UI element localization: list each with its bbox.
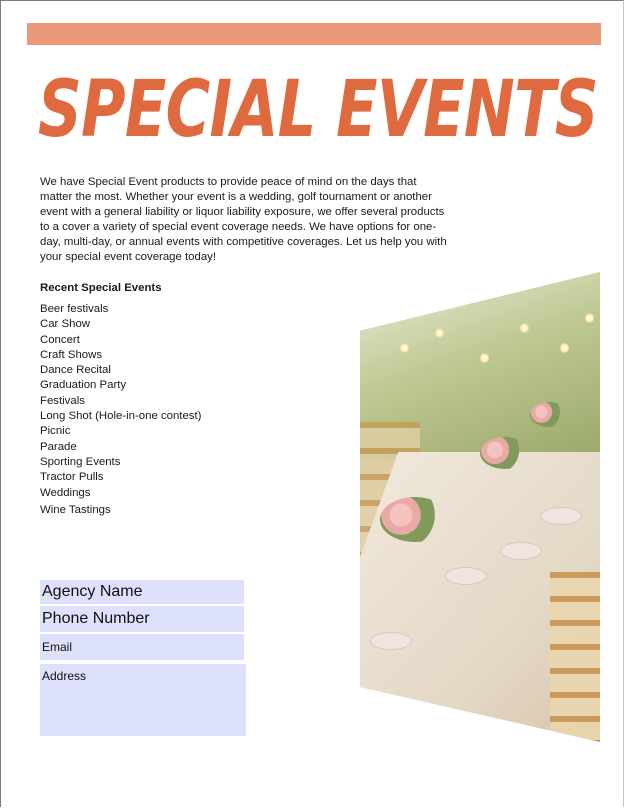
list-item: Picnic (40, 425, 71, 438)
list-item: Festivals (40, 394, 85, 407)
email-field[interactable]: Email (40, 634, 244, 660)
events-heading: Recent Special Events (40, 282, 162, 294)
flower-arrangement-icon (480, 437, 530, 469)
plate-icon (540, 507, 582, 525)
bulb-icon (480, 352, 489, 364)
list-item: Concert (40, 333, 80, 346)
plate-icon (445, 567, 487, 585)
events-list (40, 302, 201, 518)
bulb-icon (585, 312, 594, 324)
list-item: Dance Recital (40, 364, 111, 377)
event-table-photo (360, 272, 600, 742)
list-item: Wine Tastings (40, 503, 111, 516)
bulb-icon (520, 322, 529, 334)
intro-paragraph: We have Special Event products to provide peace of mind on the days that matter the most. Whether your event is a wedding, golf tournament or another event with a general liability or liquor liability exposure, we offer several products to a cover a variety of special event coverage needs. We have options for one-day, multi-day, or annual events with competitive coverages. Let us help you with your special event coverage today! (40, 176, 447, 263)
bulb-icon (435, 327, 444, 339)
bulb-icon (400, 342, 409, 354)
list-item: Graduation Party (40, 379, 127, 392)
flower-arrangement-icon (380, 497, 450, 542)
plate-icon (500, 542, 542, 560)
phone-number-field[interactable]: Phone Number (40, 606, 244, 632)
page-title: SPECIAL EVENTS (38, 65, 598, 155)
list-item: Car Show (40, 318, 91, 331)
list-item: Parade (40, 440, 77, 453)
address-field[interactable]: Address (40, 664, 246, 736)
bulb-icon (560, 342, 569, 354)
list-item: Sporting Events (40, 455, 121, 468)
list-item: Beer festivals (40, 303, 109, 315)
list-item: Craft Shows (40, 348, 103, 361)
list-item: Long Shot (Hole-in-one contest) (40, 410, 202, 423)
header-accent-bar (27, 23, 601, 45)
list-item: Weddings (40, 486, 91, 499)
agency-name-field[interactable]: Agency Name (40, 580, 244, 604)
photo-chairs-right (550, 572, 600, 742)
flower-arrangement-icon (530, 402, 568, 427)
plate-icon (370, 632, 412, 650)
list-item: Tractor Pulls (40, 471, 104, 484)
